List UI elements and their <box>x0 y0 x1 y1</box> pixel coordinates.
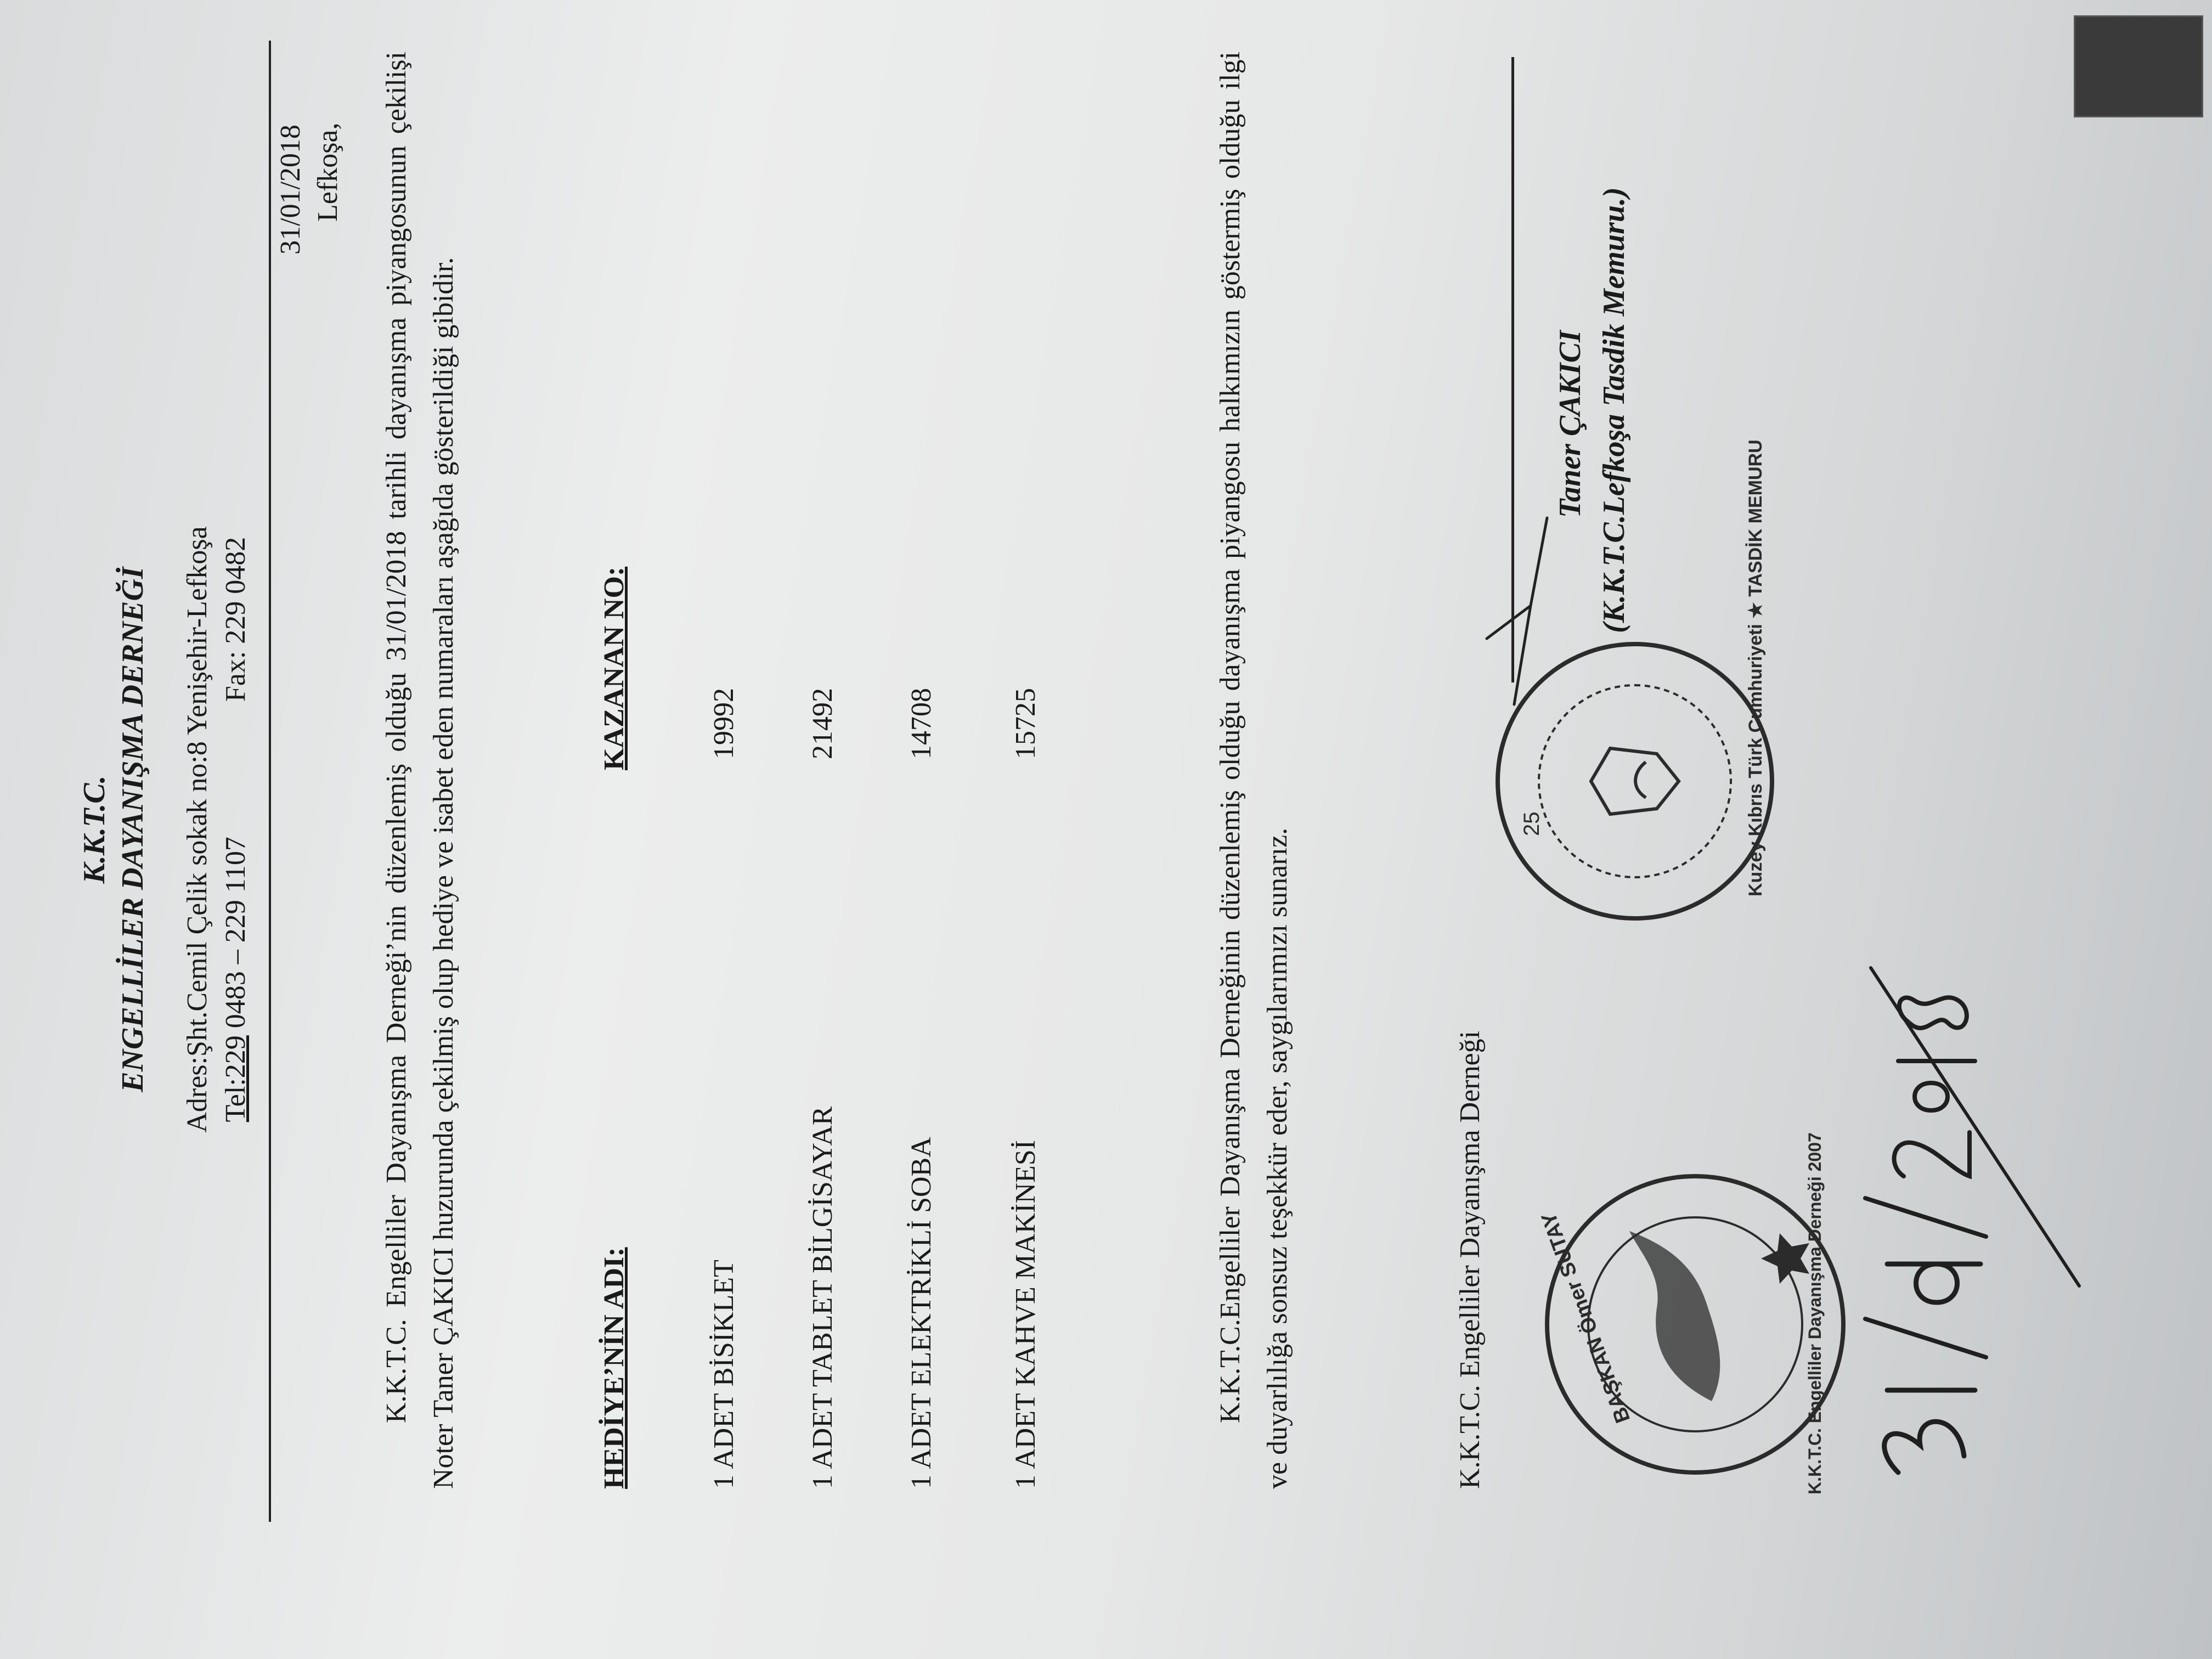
winning-number: 14708 <box>906 688 937 759</box>
prize-name: 1 ADET TABLET BİLGİSAYAR <box>807 1106 838 1489</box>
paragraph-announcement: K.K.T.C. Engelliler Dayanışma Derneği’nin düzenlemiş olduğu 31/01/2018 tarihli dayanışma piyangosunun çekilişi Noter Taner ÇAKICI huzurunda çekilmiş olup hediye ve isabet eden numaraları aşağıda gösterildiği gibidir. <box>381 52 459 1489</box>
header-rule <box>269 41 271 1522</box>
header-contact <box>219 0 252 1659</box>
header-address: Adres:Şht.Cemil Çelik sokak no:8 Yenişehir-Lefkoşa <box>182 526 213 1133</box>
prize-name: 1 ADET BİSİKLET <box>708 1260 740 1489</box>
notary-seal-stamp <box>1481 628 1788 935</box>
header-fax: Fax: 229 0482 <box>220 537 251 702</box>
column-header-prize: HEDİYE’NİN ADI: <box>599 1247 630 1489</box>
header-organization: ENGELLİLER DAYANIŞMA DERNEĞİ <box>116 567 150 1092</box>
notary-stamp-ring-text: Kuzey Kıbrıs Türk Cumhuriyeti ★ TASDİK MEMURU <box>1745 439 1766 896</box>
header-tel-prefix: Tel:229 <box>220 1035 251 1122</box>
notary-name: Taner ÇAKICI <box>1553 330 1587 518</box>
handwritten-date <box>1854 946 2085 1494</box>
document-place: Lefkoşa, <box>312 122 343 222</box>
association-stamp-text: K.K.T.C. Engelliler Dayanışma Derneği 2007 <box>1805 1132 1825 1494</box>
prize-name: 1 ADET ELEKTRİKLİ SOBA <box>906 1137 937 1489</box>
winning-number: 21492 <box>807 688 838 759</box>
signoff-organization: K.K.T.C. Engelliler Dayanışma Derneği <box>1454 1030 1486 1489</box>
column-header-number: KAZANAN NO: <box>599 566 630 770</box>
association-stamp-officer: BAŞKAN Ömer SUTAY <box>1537 1209 1635 1426</box>
prize-name: 1 ADET KAHVE MAKİNESİ <box>1010 1139 1041 1489</box>
winning-number: 19992 <box>708 688 740 759</box>
paragraph-thanks: K.K.T.C.Engelliler Dayanışma Derneğinin düzenlemiş olduğu dayanışma piyangosu halkımızın göstermiş olduğu ilgi ve duyarlılığa sonsuz teşekkür eder, saygılarımızı sunarız. <box>1215 52 1293 1489</box>
notary-title: (K.K.T.C.Lefkoşa Tasdik Memuru.) <box>1597 187 1631 633</box>
attached-photo <box>2074 15 2203 117</box>
header-country: K.K.T.C. <box>77 775 111 884</box>
winning-number: 15725 <box>1010 688 1041 759</box>
document-date: 31/01/2018 <box>275 125 306 255</box>
notary-stamp-number: 25 <box>1520 811 1544 836</box>
header-tel: 0483 – 229 1107 <box>220 837 251 1029</box>
